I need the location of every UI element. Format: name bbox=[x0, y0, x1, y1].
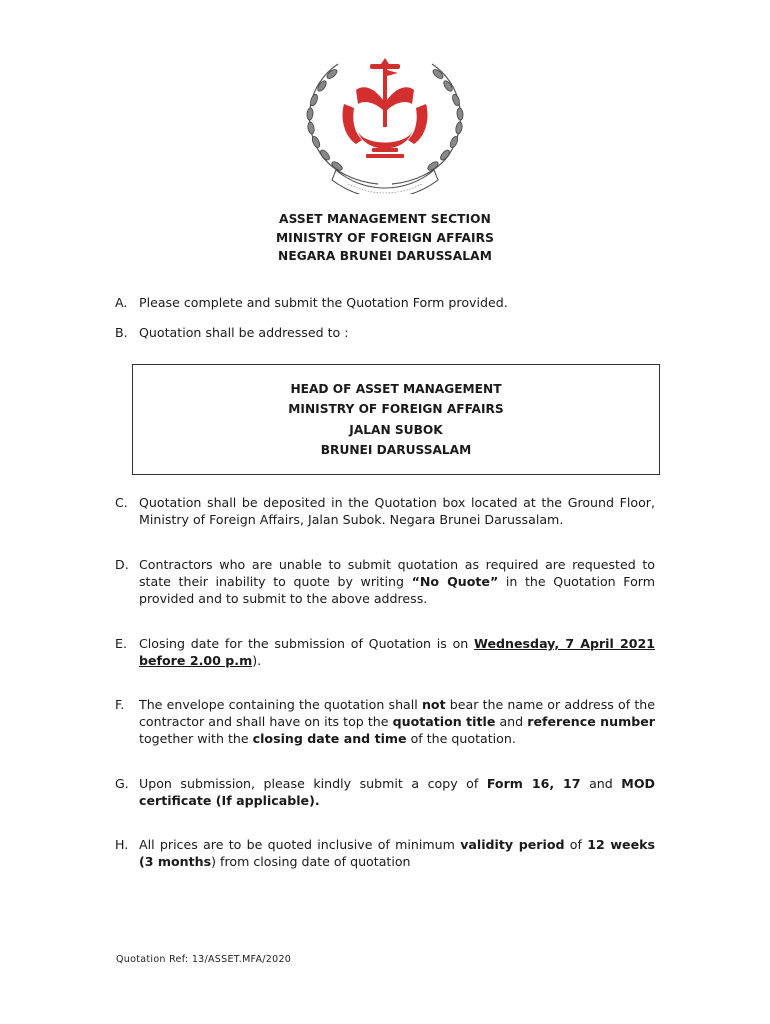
header-section: ASSET MANAGEMENT SECTION bbox=[279, 212, 491, 226]
instruction-b bbox=[115, 325, 655, 342]
address-box bbox=[132, 364, 660, 475]
instruction-f bbox=[115, 697, 655, 747]
item-text: Closing date for the submission of Quotation is on Wednesday, 7 April 2021 before 2.00 p.m). bbox=[139, 636, 656, 668]
closing-time: before 2.00 p.m bbox=[139, 652, 253, 668]
item-letter: H. bbox=[115, 837, 129, 852]
item-text: Contractors who are unable to submit quotation as required are requested to state their inability to quote by writing “No Quote” in the Quotation Form provided and to submit to the above address. bbox=[139, 557, 656, 606]
address-line: MINISTRY OF FOREIGN AFFAIRS bbox=[288, 402, 504, 417]
item-text: All prices are to be quoted inclusive of minimum validity period of 12 weeks (3 months) from closing date of quotation bbox=[139, 837, 655, 869]
header-ministry: MINISTRY OF FOREIGN AFFAIRS bbox=[275, 230, 495, 245]
item-letter: D. bbox=[115, 557, 129, 572]
item-text: Please complete and submit the Quotation Form provided. bbox=[139, 295, 508, 310]
instruction-a bbox=[115, 295, 655, 312]
item-letter: B. bbox=[115, 325, 128, 340]
item-letter: E. bbox=[115, 636, 127, 651]
item-letter: C. bbox=[115, 495, 128, 510]
instruction-h bbox=[115, 837, 655, 871]
instruction-g bbox=[115, 776, 655, 810]
closing-date: Wednesday, 7 April 2021 bbox=[474, 636, 656, 651]
address-line: BRUNEI DARUSSALAM bbox=[320, 442, 472, 457]
quotation-reference: Quotation Ref: 13/ASSET.MFA/2020 bbox=[116, 954, 292, 965]
header-country: NEGARA BRUNEI DARUSSALAM bbox=[278, 249, 492, 263]
item-text: The envelope containing the quotation shall not bear the name or address of the contractor and shall have on its top the quotation title and reference number together with the closing date and time of the quotation. bbox=[139, 697, 656, 746]
address-line: JALAN SUBOK bbox=[349, 422, 443, 437]
address-line: HEAD OF ASSET MANAGEMENT bbox=[290, 382, 502, 396]
instruction-c bbox=[115, 495, 655, 529]
ministry-crest-icon bbox=[286, 44, 484, 194]
item-letter: F. bbox=[115, 697, 125, 712]
item-text: Upon submission, please kindly submit a copy of Form 16, 17 and MOD certificate (If applicable). bbox=[139, 776, 655, 808]
instruction-e bbox=[115, 636, 655, 670]
document-header bbox=[0, 210, 770, 266]
no-quote-emphasis: “No Quote” bbox=[411, 573, 499, 589]
item-text: Quotation shall be deposited in the Quotation box located at the Ground Floor, Ministry of Foreign Affairs, Jalan Subok. Negara Brunei Darussalam. bbox=[139, 495, 655, 527]
instruction-d bbox=[115, 557, 655, 607]
item-letter: A. bbox=[115, 295, 128, 310]
item-letter: G. bbox=[115, 776, 129, 791]
item-text: Quotation shall be addressed to : bbox=[139, 325, 349, 340]
